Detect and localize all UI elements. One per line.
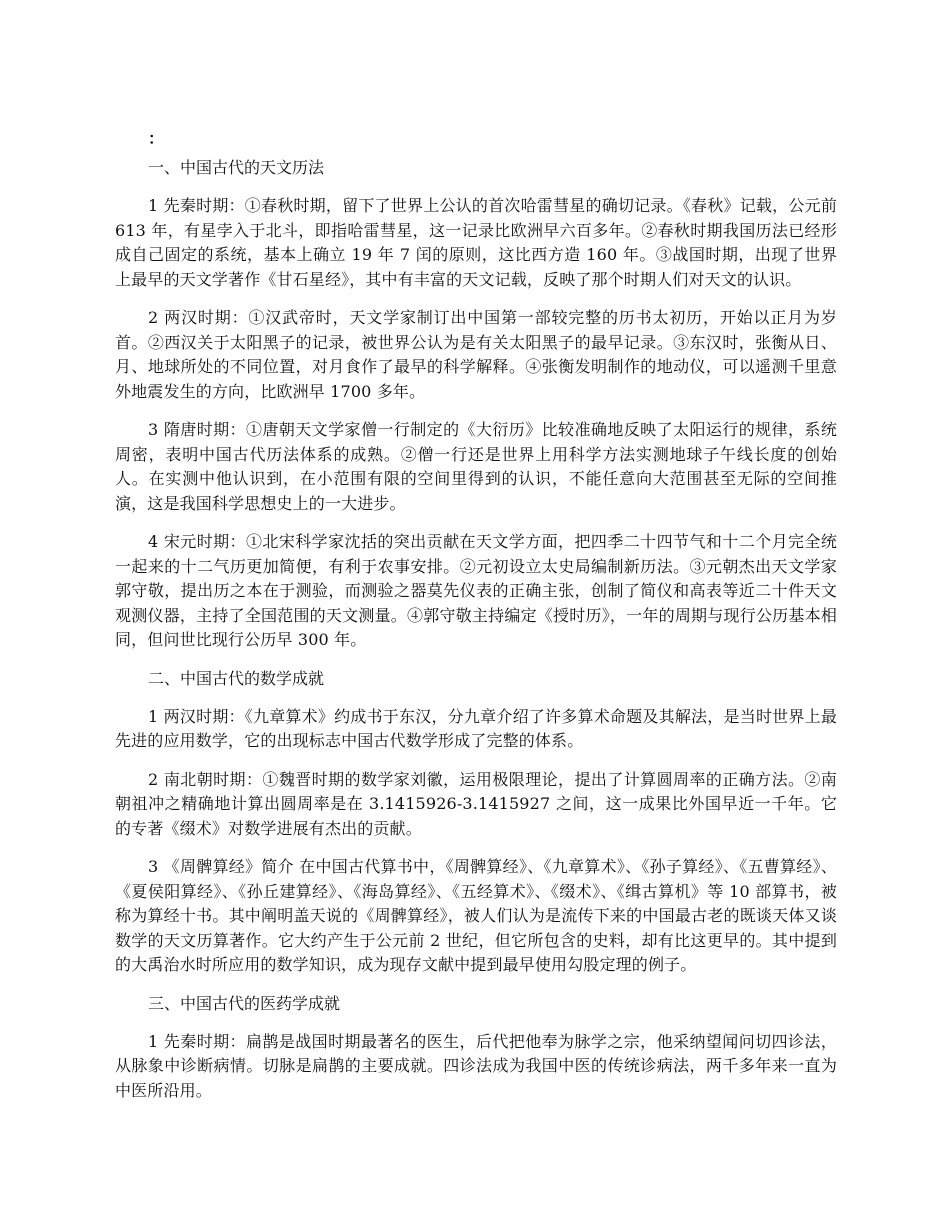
paragraph-astronomy-song-yuan: 4 宋元时期：①北宋科学家沈括的突出贡献在天文学方面，把四季二十四节气和十二个月完全统一起来的十二气历更加简便，有利于农事安排。②元初设立太史局编制新历法。③元朝杰出天文学家郭守敬，提出历之本在于测验，而测验之器莫先仪表的正确主张，创制了简仪和高表等近二十件天文观测仪器，主持了全国范围的天文测量。④郭守敬主持编定《授时历》，一年的周期与现行公历基本相同，但问世比现行公历早 300 年。 — [115, 532, 837, 649]
document-page — [115, 128, 837, 1117]
paragraph-astronomy-sui-tang: 3 隋唐时期：①唐朝天文学家僧一行制定的《大衍历》比较准确地反映了太阳运行的规律，系统周密，表明中国古代历法体系的成熟。②僧一行还是世界上用科学方法实测地球子午线长度的创始人。在实测中他认识到，在小范围有限的空间里得到的认识，不能任意向大范围甚至无际的空间推演，这是我国科学思想史上的一大进步。 — [115, 420, 837, 513]
paragraph-math-zhoubi: 3 《周髀算经》简介 在中国古代算书中，《周髀算经》、《九章算术》、《孙子算经》、《五曹算经》、《夏侯阳算经》、《孙丘建算经》、《海岛算经》、《五经算术》、《缀术》、《缉古算机》等 10 部算书，被称为算经十书。其中阐明盖天说的《周髀算经》，被人们认为是流传下来的中国最古老的既谈天体又谈数学的天文历算著作。它大约产生于公元前 2 世纪，但它所包含的史料，却有比这更早的。其中提到的大禹治水时所应用的数学知识，成为现存文献中提到最早使用勾股定理的例子。 — [115, 857, 837, 974]
paragraph-astronomy-han: 2 两汉时期：①汉武帝时，天文学家制订出中国第一部较完整的历书太初历，开始以正月为岁首。②西汉关于太阳黑子的记录，被世界公认为是有关太阳黑子的最早记录。③东汉时，张衡从日、月、地球所处的不同位置，对月食作了最早的科学解释。④张衡发明制作的地动仪，可以遥测千里意外地震发生的方向，比欧洲早 1700 多年。 — [115, 308, 837, 401]
section-heading-astronomy: 一、中国古代的天文历法 — [148, 158, 325, 177]
paragraph-math-southern-northern: 2 南北朝时期：①魏晋时期的数学家刘徽，运用极限理论，提出了计算圆周率的正确方法。②南朝祖冲之精确地计算出圆周率是在 3.1415926-3.1415927 之间，这一成果比外国早近一千年。它的专著《缀术》对数学进展有杰出的贡献。 — [115, 769, 837, 838]
section-heading-mathematics: 二、中国古代的数学成就 — [148, 668, 325, 688]
paragraph-medicine-pre-qin: 1 先秦时期：扁鹊是战国时期最著名的医生，后代把他奉为脉学之宗，他采纳望闻问切四诊法，从脉象中诊断病情。切脉是扁鹊的主要成就。四诊法成为我国中医的传统诊病法，两千多年来一直为中医所沿用。 — [115, 1031, 837, 1100]
leading-colon: ： — [148, 129, 165, 148]
section-heading-medicine: 三、中国古代的医药学成就 — [148, 993, 341, 1013]
paragraph-astronomy-pre-qin: 1 先秦时期：①春秋时期，留下了世界上公认的首次哈雷彗星的确切记录。《春秋》记载，公元前 613 年，有星孛入于北斗，即指哈雷彗星，这一记录比欧洲早六百多年。②春秋时期我国历法已经形成自己固定的系统，基本上确立 19 年 7 闰的原则，这比西方造 160 年。③战国时期，出现了世界上最早的天文学著作《甘石星经》，其中有丰富的天文记载，反映了那个时期人们对天文的认识。 — [115, 196, 837, 289]
paragraph-math-han: 1 两汉时期：《九章算术》约成书于东汉，分九章介绍了许多算术命题及其解法，是当时世界上最先进的应用数学，它的出现标志中国古代数学形成了完整的体系。 — [115, 706, 837, 750]
